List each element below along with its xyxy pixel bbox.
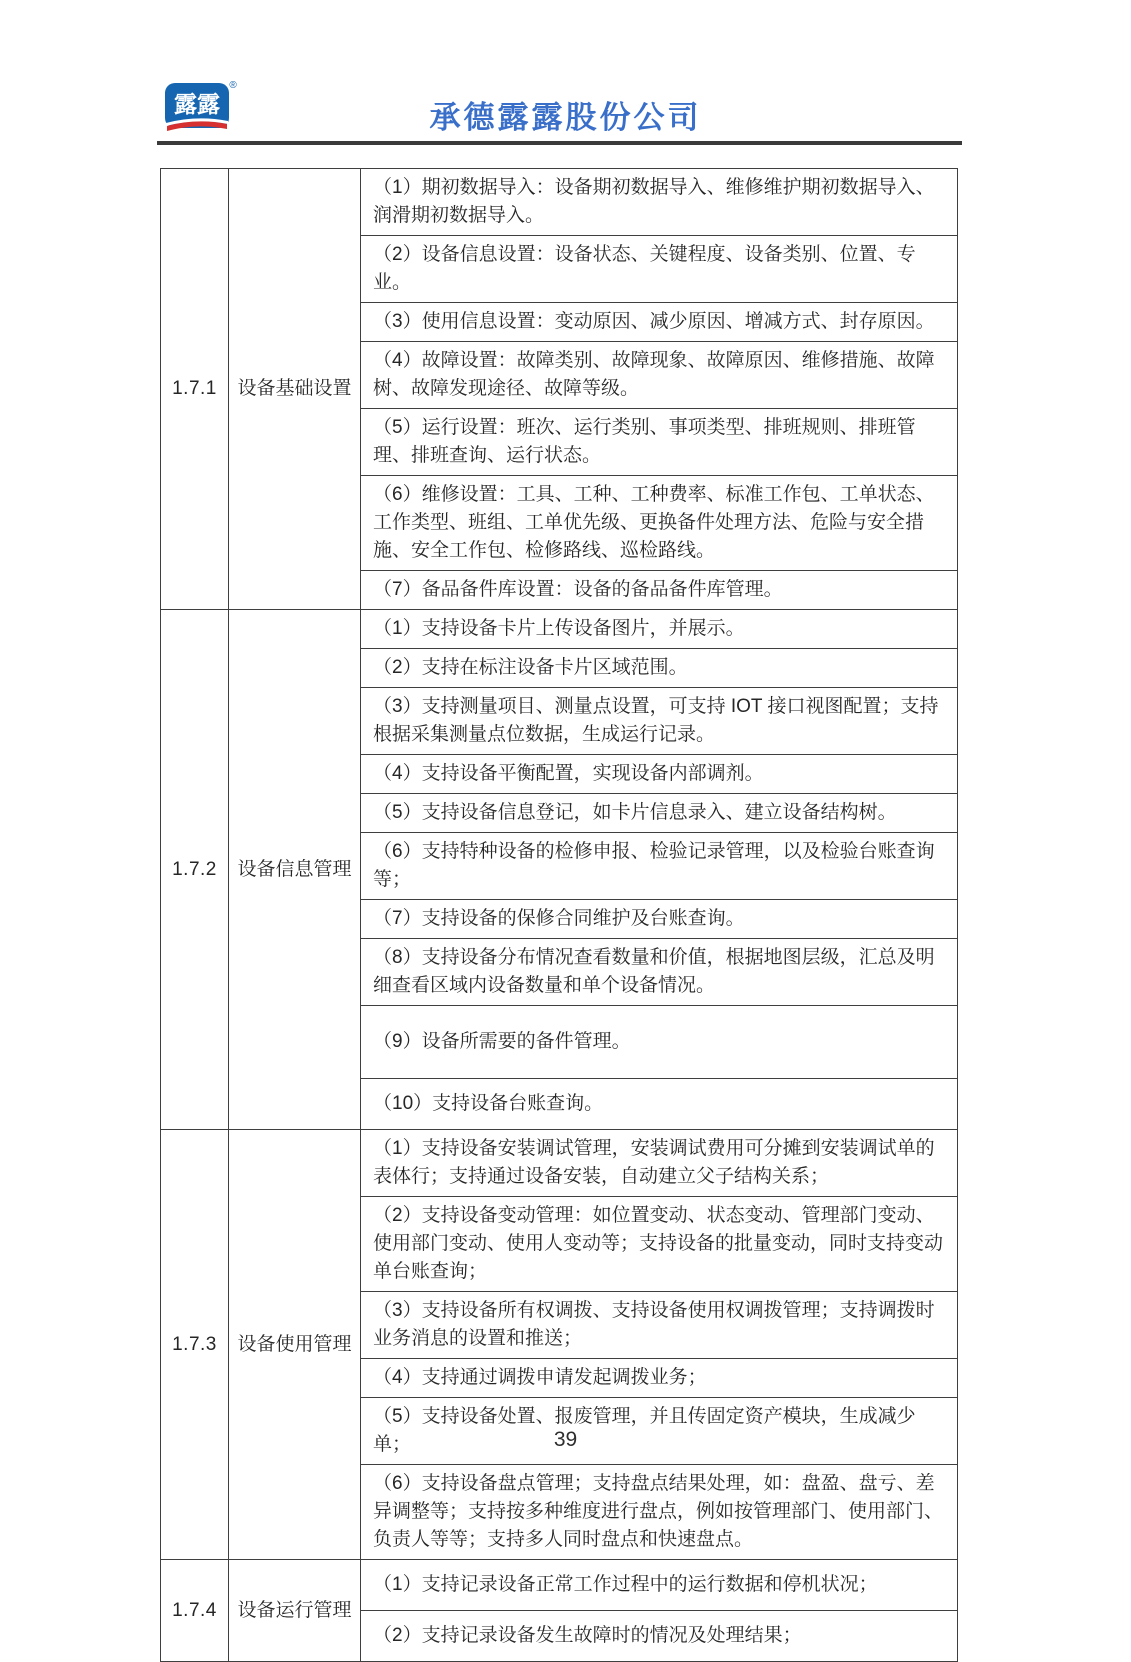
requirement-cell: （1）支持设备卡片上传设备图片，并展示。 bbox=[361, 610, 958, 649]
svg-text:露露: 露露 bbox=[174, 91, 220, 117]
table-row bbox=[161, 1130, 958, 1197]
requirement-cell: （10）支持设备台账查询。 bbox=[361, 1079, 958, 1130]
section-number-cell: 1.7.4 bbox=[161, 1560, 229, 1662]
requirement-cell: （6）支持设备盘点管理；支持盘点结果处理，如：盘盈、盘亏、差异调整等；支持按多种维度进行盘点，例如按管理部门、使用部门、负责人等等；支持多人同时盘点和快速盘点。 bbox=[361, 1465, 958, 1560]
section-number-cell: 1.7.1 bbox=[161, 169, 229, 610]
table-row bbox=[161, 169, 958, 236]
section-name-cell: 设备基础设置 bbox=[229, 169, 361, 610]
requirement-cell: （7）备品备件库设置：设备的备品备件库管理。 bbox=[361, 571, 958, 610]
section-name-cell: 设备运行管理 bbox=[229, 1560, 361, 1662]
section-name-cell: 设备信息管理 bbox=[229, 610, 361, 1130]
requirement-cell: （2）设备信息设置：设备状态、关键程度、设备类别、位置、专业。 bbox=[361, 236, 958, 303]
requirement-cell: （6）维修设置：工具、工种、工种费率、标准工作包、工单状态、工作类型、班组、工单优先级、更换备件处理方法、危险与安全措施、安全工作包、检修路线、巡检路线。 bbox=[361, 476, 958, 571]
company-title: 承德露露股份公司 bbox=[429, 100, 702, 135]
requirement-cell: （4）支持设备平衡配置，实现设备内部调剂。 bbox=[361, 755, 958, 794]
section-name-cell: 设备使用管理 bbox=[229, 1130, 361, 1560]
requirement-cell: （1）支持设备安装调试管理，安装调试费用可分摊到安装调试单的表体行；支持通过设备安装，自动建立父子结构关系； bbox=[361, 1130, 958, 1197]
requirement-cell: （3）支持设备所有权调拨、支持设备使用权调拨管理；支持调拨时业务消息的设置和推送； bbox=[361, 1292, 958, 1359]
requirement-cell: （3）支持测量项目、测量点设置，可支持 IOT 接口视图配置；支持根据采集测量点位数据，生成运行记录。 bbox=[361, 688, 958, 755]
requirement-cell: （7）支持设备的保修合同维护及台账查询。 bbox=[361, 900, 958, 939]
section-number-cell: 1.7.2 bbox=[161, 610, 229, 1130]
requirement-cell: （4）支持通过调拨申请发起调拨业务； bbox=[361, 1359, 958, 1398]
section-number-cell: 1.7.3 bbox=[161, 1130, 229, 1560]
requirement-cell: （4）故障设置：故障类别、故障现象、故障原因、维修措施、故障树、故障发现途径、故障等级。 bbox=[361, 342, 958, 409]
requirement-cell: （3）使用信息设置：变动原因、减少原因、增减方式、封存原因。 bbox=[361, 303, 958, 342]
requirement-cell: （2）支持记录设备发生故障时的情况及处理结果； bbox=[361, 1611, 958, 1662]
requirement-cell: （6）支持特种设备的检修申报、检验记录管理，以及检验台账查询等； bbox=[361, 833, 958, 900]
header-divider bbox=[157, 141, 962, 145]
table-row bbox=[161, 1560, 958, 1611]
requirement-cell: （2）支持在标注设备卡片区域范围。 bbox=[361, 649, 958, 688]
requirement-cell: （5）运行设置：班次、运行类别、事项类型、排班规则、排班管理、排班查询、运行状态。 bbox=[361, 409, 958, 476]
requirement-cell: （1）支持记录设备正常工作过程中的运行数据和停机状况； bbox=[361, 1560, 958, 1611]
requirement-cell: （1）期初数据导入：设备期初数据导入、维修维护期初数据导入、润滑期初数据导入。 bbox=[361, 169, 958, 236]
requirement-cell: （5）支持设备处置、报废管理，并且传固定资产模块，生成减少单； bbox=[361, 1398, 958, 1465]
page-number: 39 bbox=[553, 1428, 578, 1451]
requirement-cell: （8）支持设备分布情况查看数量和价值，根据地图层级，汇总及明细查看区域内设备数量和单个设备情况。 bbox=[361, 939, 958, 1006]
requirement-cell: （9）设备所需要的备件管理。 bbox=[361, 1006, 958, 1079]
table-row bbox=[161, 610, 958, 649]
registered-mark: ® bbox=[229, 80, 237, 91]
requirement-cell: （5）支持设备信息登记，如卡片信息录入、建立设备结构树。 bbox=[361, 794, 958, 833]
requirement-cell: （2）支持设备变动管理：如位置变动、状态变动、管理部门变动、使用部门变动、使用人变动等；支持设备的批量变动，同时支持变动单台账查询； bbox=[361, 1197, 958, 1292]
